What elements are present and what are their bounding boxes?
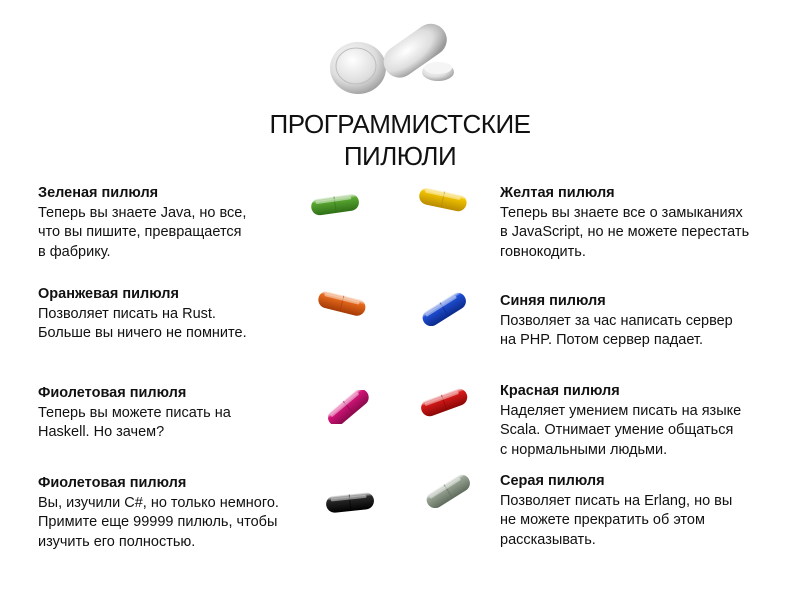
magenta-pill-icon [318, 390, 378, 424]
title-line-2: ПИЛЮЛИ [343, 141, 457, 171]
pill-text: Теперь вы знаете Java, но все, что вы пишите, превращается в фабрику. [38, 204, 247, 260]
pill-text: Позволяет писать на Erlang, но вы не можете прекратить об этом рассказывать. [500, 492, 733, 548]
pill-name: Фиолетовая пилюля [38, 385, 187, 401]
blue-pill-icon [414, 292, 474, 326]
white-pills-illustration [318, 6, 478, 102]
pill-description-blue [500, 292, 733, 351]
pill-text: Теперь вы знаете все о замыканиях в JavaScript, но не можете перестать говнокодить. [500, 204, 750, 260]
pill-name: Красная пилюля [500, 383, 620, 399]
green-pill-icon [305, 187, 365, 221]
orange-pill-icon [312, 286, 372, 320]
gray-pill-icon [418, 474, 478, 508]
page-title [200, 108, 600, 172]
pill-description-red [500, 382, 741, 460]
pill-name: Фиолетовая пилюля [38, 475, 187, 491]
pill-text: Теперь вы можете писать на Haskell. Но зачем? [38, 404, 231, 440]
pill-description-yellow [500, 184, 749, 262]
pill-name: Серая пилюля [500, 473, 605, 489]
pill-name: Желтая пилюля [500, 185, 615, 201]
pill-name: Зеленая пилюля [38, 185, 159, 201]
pill-description-gray [500, 472, 732, 550]
pill-name: Синяя пилюля [500, 293, 606, 309]
black-pill-icon [320, 485, 380, 519]
pill-name: Оранжевая пилюля [38, 286, 179, 302]
pill-text: Наделяет умением писать на языке Scala. Отнимает умение общаться с нормальными людьми. [500, 402, 742, 458]
pill-description-green [38, 184, 246, 262]
pill-text: Позволяет за час написать сервер на PHP. Потом сервер падает. [500, 312, 733, 348]
pill-description-orange [38, 285, 247, 344]
red-pill-icon [414, 385, 474, 419]
pill-text: Позволяет писать на Rust. Больше вы ничего не помните. [38, 305, 247, 341]
pill-text: Вы, изучили C#, но только немного. Примите еще 99999 пилюль, чтобы изучить его полностью. [38, 494, 279, 550]
pill-description-magenta [38, 384, 231, 443]
yellow-pill-icon [413, 182, 473, 216]
pill-description-black [38, 474, 279, 552]
title-line-1: ПРОГРАММИСТСКИЕ [269, 109, 531, 139]
